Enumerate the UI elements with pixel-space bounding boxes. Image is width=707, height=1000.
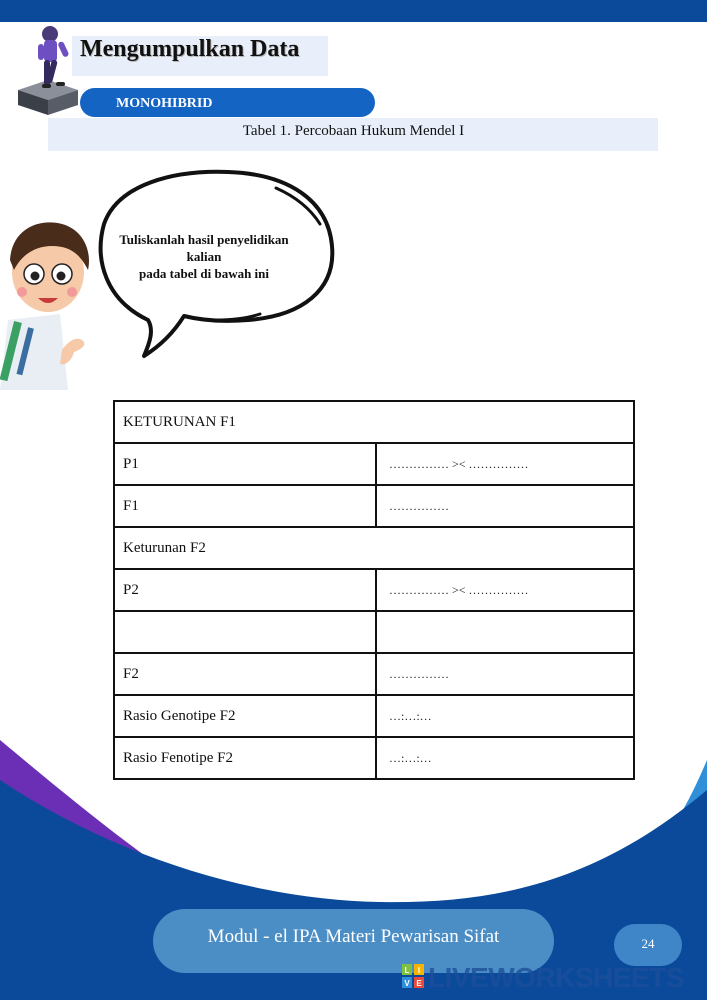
genotype-ratio-input[interactable]: …:…:… [376,695,634,737]
table-row [114,485,634,527]
table-row [114,443,634,485]
phenotype-ratio-input[interactable]: …:…:… [376,737,634,779]
page-number: 24 [641,936,655,951]
top-bar [0,0,707,22]
table-title: Tabel 1. Percobaan Hukum Mendel I [242,123,465,139]
footer-module-title: Modul - el IPA Materi Pewarisan Sifat [207,926,500,947]
f2-header: Keturunan F2 [114,527,634,569]
table-row [114,401,634,443]
section-label: MONOHIBRID [116,96,213,111]
instruction-line-1: Tuliskanlah hasil penyelidikan [119,232,289,247]
instruction-line-3: pada tabel di bawah ini [138,266,270,281]
p2-input[interactable]: …………… >< …………… [376,569,634,611]
boy-illustration [0,210,95,390]
table-row [114,611,634,653]
f2-label: F2 [114,653,376,695]
table-row [114,569,634,611]
f2-input[interactable]: …………… [376,653,634,695]
phenotype-ratio-label: Rasio Fenotipe F2 [114,737,376,779]
p1-input[interactable]: …………… >< …………… [376,443,634,485]
p1-label: P1 [114,443,376,485]
svg-text:L: L [404,966,410,975]
f1-label: F1 [114,485,376,527]
blank-value-input[interactable] [376,611,634,653]
table-row [114,653,634,695]
instruction-text [96,231,312,282]
page-title: Mengumpulkan Data [80,36,300,62]
svg-text:V: V [404,979,410,988]
p2-label: P2 [114,569,376,611]
blank-label-input[interactable] [114,611,376,653]
f1-input[interactable]: …………… [376,485,634,527]
watermark-text: LIVEWORKSHEETS [428,962,684,993]
genotype-ratio-label: Rasio Genotipe F2 [114,695,376,737]
f1-header: KETURUNAN F1 [114,401,634,443]
svg-text:I: I [417,966,421,975]
svg-text:E: E [416,979,422,988]
instruction-line-2: kalian [186,249,222,264]
liveworksheets-logo-icon [402,964,424,988]
table-row [114,527,634,569]
